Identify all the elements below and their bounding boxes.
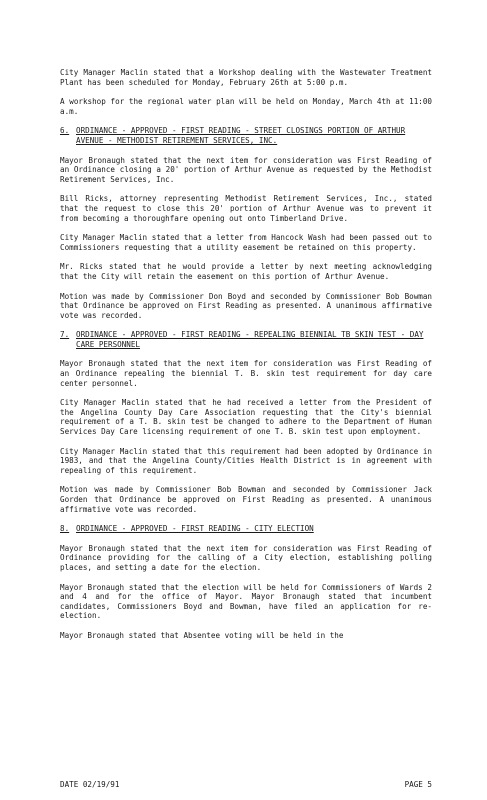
item-heading: ORDINANCE - APPROVED - FIRST READING - REPEALING BIENNIAL TB SKIN TEST - DAY CARE PERSONNEL (76, 330, 424, 349)
item-number: 8. (60, 524, 70, 534)
agenda-item-6 (60, 126, 432, 145)
item-heading: ORDINANCE - APPROVED - FIRST READING - CITY ELECTION (76, 524, 314, 534)
paragraph: Mayor Bronaugh stated that the next item for consideration was First Reading of an Ordinance closing a 20' portion of Arthur Avenue as requested by the Methodist Retirement Services, Inc. (60, 155, 432, 184)
paragraph: Mr. Ricks stated that he would provide a letter by next meeting acknowledging that the City will retain the easement on this portion of Arthur Avenue. (60, 262, 432, 281)
item-number: 6. (60, 126, 70, 136)
item-heading: ORDINANCE - APPROVED - FIRST READING - STREET CLOSINGS PORTION OF ARTHUR AVENUE - METHODIST RETIREMENT SERVICES, INC. (76, 126, 406, 145)
paragraph: City Manager Maclin stated that a Workshop dealing with the Wastewater Treatment Plant has been scheduled for Monday, February 26th at 5:00 p.m. (60, 68, 432, 87)
paragraph: A workshop for the regional water plan will be held on Monday, March 4th at 11:00 a.m. (60, 97, 432, 116)
paragraph: City Manager Maclin stated that he had received a letter from the President of the Angelina County Day Care Association requesting that the City's biennial requirement of a T. B. skin test be changed to adhere to the Department of Human Services Day Care licensing requirement of one T. B. skin test upon employment. (60, 398, 432, 437)
paragraph: City Manager Maclin stated that a letter from Hancock Wash had been passed out to Commissioners requesting that a utility easement be retained on this property. (60, 233, 432, 252)
paragraph: Mayor Bronaugh stated that Absentee voting will be held in the (60, 630, 344, 640)
paragraph: Mayor Bronaugh stated that the next item for consideration was First Reading of Ordinance providing for the calling of a City election, establishing polling places, and setting a date for the election. (60, 543, 432, 572)
paragraph: Mayor Bronaugh stated that the election will be held for Commissioners of Wards 2 and 4 and for the office of Mayor. Mayor Bronaugh stated that incumbent candidates, Commissioners Boyd and Bowman, have filed an application for re-election. (60, 582, 432, 621)
page-footer (60, 780, 432, 789)
agenda-item-7 (60, 330, 432, 349)
paragraph: Motion was made by Commissioner Don Boyd and seconded by Commissioner Bob Bowman that Ordinance be approved on First Reading as presented. A unanimous affirmative vote was recorded. (60, 291, 432, 320)
paragraph: Mayor Bronaugh stated that the next item for consideration was First Reading of an Ordinance repealing the biennial T. B. skin test requirement for day care center personnel. (60, 359, 432, 388)
paragraph: City Manager Maclin stated that this requirement had been adopted by Ordinance in 1983, and that the Angelina County/Cities Health District is in agreement with repealing of this requirement. (60, 446, 432, 475)
footer-date: DATE 02/19/91 (60, 780, 120, 789)
agenda-item-8 (60, 524, 432, 534)
paragraph: Motion was made by Commissioner Bob Bowman and seconded by Commissioner Jack Gorden that Ordinance be approved on First Reading as presented. A unanimous affirmative vote was recorded. (60, 485, 432, 514)
minutes-body (60, 68, 432, 651)
footer-page-number: PAGE 5 (404, 780, 432, 789)
paragraph: Bill Ricks, attorney representing Methodist Retirement Services, Inc., stated that the request to close this 20' portion of Arthur Avenue was to prevent it from becoming a thoroughfare opening out onto Timberland Drive. (60, 194, 432, 223)
item-number: 7. (60, 330, 70, 340)
